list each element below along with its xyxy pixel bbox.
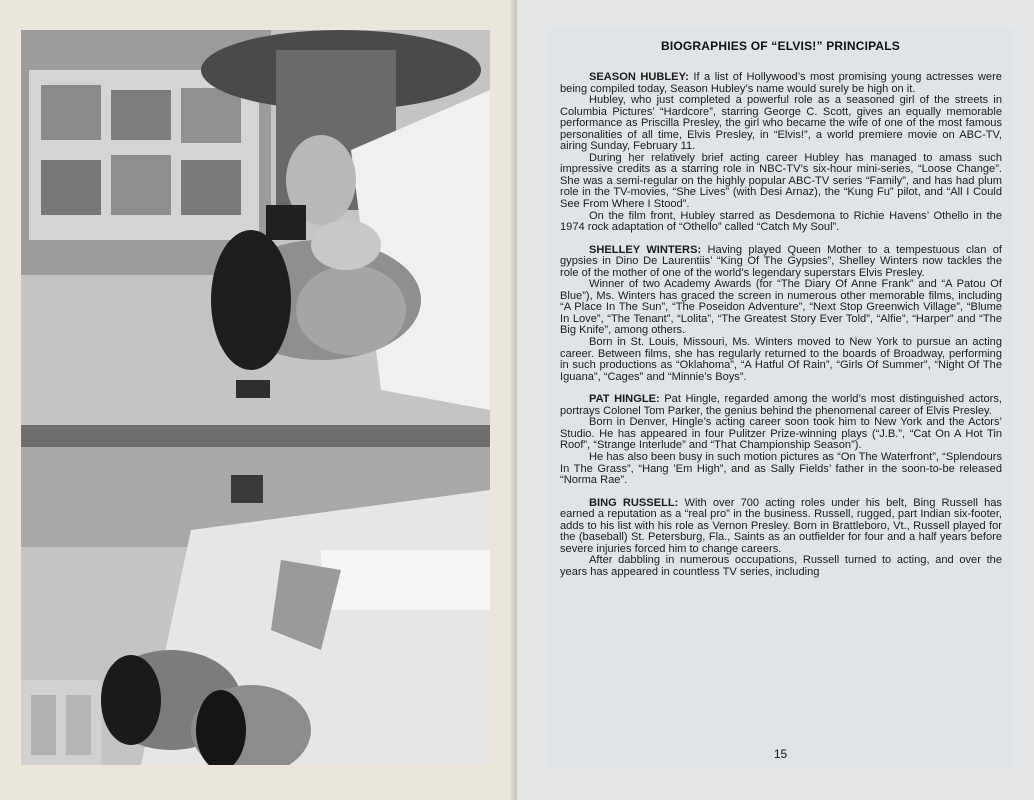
bio-paragraph: Born in Denver, Hingle’s acting career soon took him to New York and the Actors’ Studio. He has appeared in four Pulitzer Prize-winning plays (“J.B.”, “Cat On A Hot Tin Roof”, “Strange Interlude” and “That Championship Season”). bbox=[560, 416, 1002, 452]
bio-paragraph: He has also been busy in such motion pictures as “On The Waterfront”, “Splendours In The Grass”, “Hang ’Em High”, and as Sally Fields’ father in the soon-to-be released “Norma Rae”. bbox=[560, 450, 1002, 487]
bio-text: If a list of Hollywood’s most promising young actresses were being compiled today, Season Hubley’s name would surely be high on it. bbox=[560, 71, 1002, 95]
bio-text: Pat Hingle, regarded among the world’s most distinguished actors, portrays Colonel Tom Parker, the genius behind the phenomenal career of Elvis Presley. bbox=[560, 393, 1002, 417]
biographies-body bbox=[560, 72, 1002, 578]
bio-text: Having played Queen Mother to a tempestuous clan of gypsies in Dino De Laurentiis’ “King Of The Gypsies”, Shelley Winters now tackles the role of the mother of one of the world’s legendary superstars Elvis Presley. bbox=[560, 243, 1002, 279]
bio-paragraph bbox=[560, 72, 1002, 95]
bio-paragraph: On the film front, Hubley starred as Desdemona to Richie Havens’ Othello in the 1974 rock adaptation of “Othello” called “Catch My Soul”. bbox=[560, 209, 1002, 234]
page-title: BIOGRAPHIES OF “ELVIS!” PRINCIPALS bbox=[660, 39, 901, 53]
page-number: 15 bbox=[773, 747, 788, 761]
text-page bbox=[548, 28, 1013, 768]
bio-paragraph: During her relatively brief acting career Hubley has managed to amass such impressive credits as a starring role in NBC-TV’s six-hour mini-series, “Loose Change”. She was a semi-regular on the highly popular ABC-TV series “Family”, and has had plum role in the TV-movies, “She Lives” (with Desi Arnaz), the “Kung Fu” pilot, and “All I Could See From Where I Stood”. bbox=[560, 151, 1002, 211]
bio-text: With over 700 acting roles under his belt, Bing Russell has earned a reputation as a “real pro” in the business. Russell, rugged, part Indian six-footer, adds to his list with his role as Vernon Presley. Born in Brattleboro, Vt., Russell played for the (baseball) St. Petersburg, Fla., Saints as an outfielder for four and a half years before severe injuries forced him to change careers. bbox=[560, 496, 1002, 555]
bio-name: SEASON HUBLEY: bbox=[589, 71, 689, 83]
bio-paragraph: Winner of two Academy Awards (for “The Diary Of Anne Frank” and “A Patou Of Blue”), Ms. Winters has graced the screen in numerous other memorable films, including “A Place In The Sun”, “The Poseidon Adventure”, “Next Stop Greenwich Village”, “Blume In Love”, “The Tenant”, “Lolita”, “The Greatest Story Ever Told”, “Alfie”, “Harper” and “The Big Knife”, among others. bbox=[560, 278, 1002, 337]
bio-paragraph: After dabbling in numerous occupations, Russell turned to acting, and over the years has appeared in countless TV series, including bbox=[560, 554, 1002, 578]
bio-paragraph bbox=[560, 394, 1002, 417]
bio-name: PAT HINGLE: bbox=[589, 393, 660, 406]
bio-paragraph bbox=[560, 498, 1002, 556]
film-still-photo bbox=[21, 30, 490, 765]
bio-paragraph: Hubley, who just completed a powerful role as a seasoned girl of the streets in Columbia Pictures’ “Hardcore”, starring George C. Scott, gives an equally memorable performance as Priscilla Presley, the girl who became the wife of one of the most famous personalities of all time, Elvis Presley, in “Elvis!”, a world premiere movie on ABC-TV, airing Sunday, February 11. bbox=[560, 94, 1002, 153]
bio-name: BING RUSSELL: bbox=[589, 496, 679, 509]
bio-paragraph bbox=[560, 245, 1002, 280]
bio-name: SHELLEY WINTERS: bbox=[589, 243, 702, 256]
photo-illustration bbox=[21, 30, 490, 765]
bio-paragraph: Born in St. Louis, Missouri, Ms. Winters moved to New York to pursue an acting career. Between films, she has regularly returned to the boards of Broadway, performing in such productions as “Oklahoma”, “A Hatful Of Rain”, “Girls Of Summer”, “Night Of The Iguana”, “Cages” and “Minnie’s Boys”. bbox=[560, 336, 1002, 383]
